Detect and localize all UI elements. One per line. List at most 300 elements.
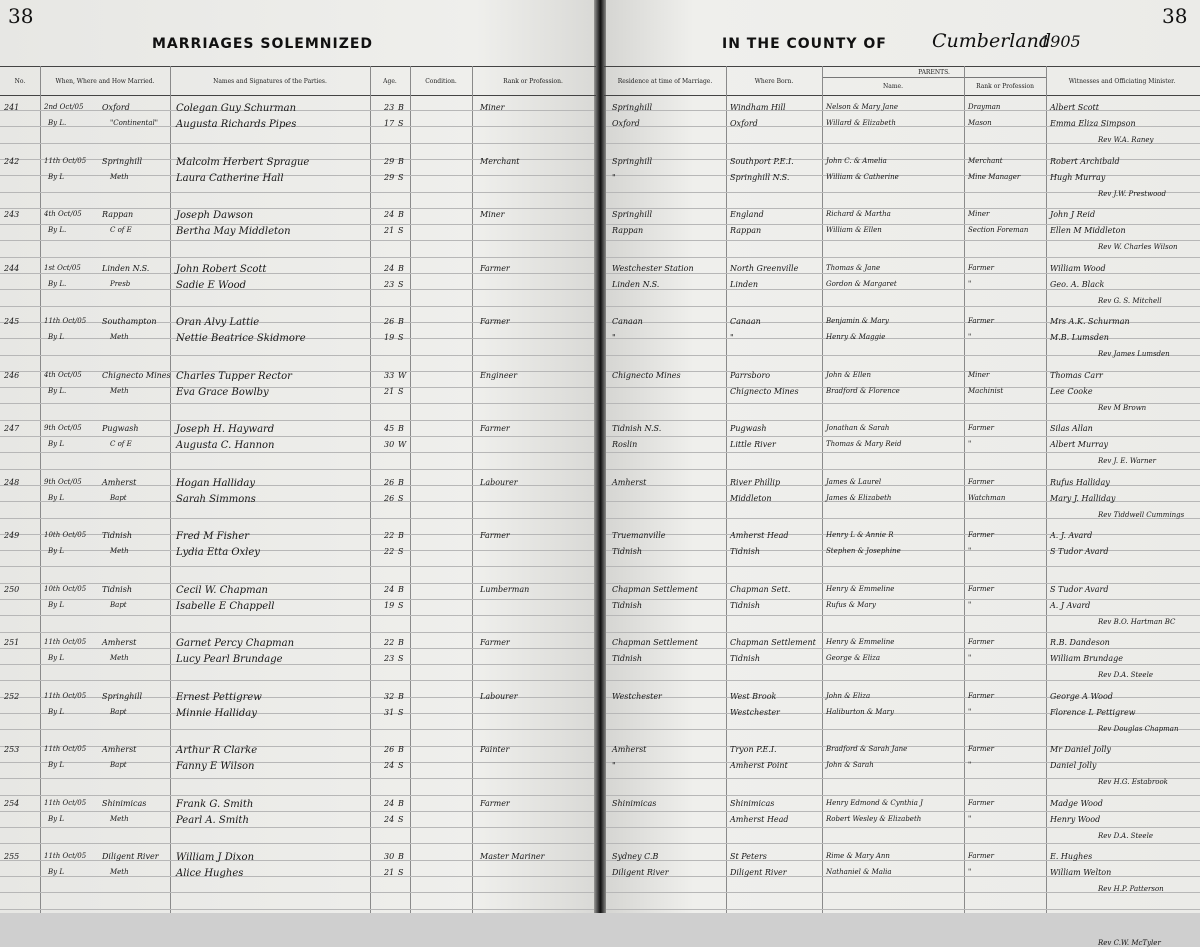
marriage-date: 4th Oct/05 <box>44 371 82 379</box>
groom-birthplace: Shinimicas <box>730 799 775 808</box>
bride-birthplace: Oxford <box>730 119 758 128</box>
groom-father-profession: Miner <box>968 371 990 379</box>
bride-condition: S <box>398 547 404 556</box>
witness-2: Hugh Murray <box>1050 173 1106 182</box>
bride-father-profession: Mason <box>968 119 992 127</box>
bride-condition: W <box>398 440 407 449</box>
groom-profession: Farmer <box>480 264 510 273</box>
groom-parents: John C. & Amelia <box>826 157 887 165</box>
bride-condition: S <box>398 173 404 182</box>
marriage-place: Rappan <box>102 210 134 219</box>
witness-2: Florence L Pettigrew <box>1050 708 1136 717</box>
groom-father-profession: Farmer <box>968 799 995 807</box>
groom-residence: Chapman Settlement <box>612 638 698 647</box>
groom-father-profession: Farmer <box>968 745 995 753</box>
bride-birthplace: Amherst Head <box>730 815 789 824</box>
bride-parents: Henry & Maggie <box>826 333 886 341</box>
groom-profession: Miner <box>480 103 505 112</box>
groom-name: Fred M Fisher <box>176 531 250 542</box>
groom-condition: B <box>398 799 404 808</box>
bride-parents: Nathaniel & Malia <box>826 868 892 876</box>
col-where-born: Where Born. <box>754 77 794 85</box>
groom-birthplace: St Peters <box>730 852 767 861</box>
bride-birthplace: Tidnish <box>730 654 760 663</box>
col-parents-name: Name. <box>883 83 903 90</box>
ruled-line <box>606 599 1200 600</box>
ruled-line <box>0 583 594 584</box>
entry-number: 250 <box>4 585 20 594</box>
marriage-place: Chignecto Mines <box>102 371 171 380</box>
ruled-line <box>0 827 594 828</box>
bride-residence: Roslin <box>612 440 638 449</box>
marriage-date: 1st Oct/05 <box>44 264 81 272</box>
denomination: C of E <box>110 440 132 448</box>
entry-number: 243 <box>4 210 20 219</box>
marriage-how: By L <box>48 333 64 341</box>
groom-age: 24 <box>384 264 395 273</box>
bride-parents: Gordon & Margaret <box>826 280 897 288</box>
column-rule <box>410 66 411 913</box>
bride-residence: Tidnish <box>612 654 642 663</box>
bride-father-profession: " <box>968 815 972 823</box>
bride-birthplace: " <box>730 333 734 342</box>
officiating-minister: Rev M Brown <box>1098 404 1147 412</box>
groom-residence: Springhill <box>612 210 653 219</box>
groom-residence: Westchester <box>612 692 662 701</box>
entry-number: 242 <box>4 157 20 166</box>
groom-name: Oran Alvy Lattie <box>176 317 260 328</box>
groom-name: Ernest Pettigrew <box>176 692 262 703</box>
witness-2: A. J Avard <box>1050 601 1091 610</box>
col-witnesses: Witnesses and Officiating Minister. <box>1068 77 1176 85</box>
marriage-how: By L <box>48 708 64 716</box>
ruled-line <box>606 420 1200 421</box>
ruled-line <box>606 566 1200 567</box>
column-rule <box>1046 66 1047 913</box>
groom-birthplace: West Brook <box>730 692 777 701</box>
groom-birthplace: Amherst Head <box>730 531 789 540</box>
entry-number: 251 <box>4 638 20 647</box>
bride-age: 19 <box>384 601 395 610</box>
bride-father-profession: " <box>968 761 972 769</box>
ruled-line <box>0 224 594 225</box>
ruled-line <box>606 664 1200 665</box>
ruled-line <box>606 452 1200 453</box>
marriage-date: 11th Oct/05 <box>44 157 87 165</box>
groom-age: 26 <box>384 478 395 487</box>
col-rank: Rank or Profession. <box>503 77 563 85</box>
groom-birthplace: Parrsboro <box>730 371 771 380</box>
witness-2: Lee Cooke <box>1050 387 1093 396</box>
groom-parents: Rime & Mary Ann <box>826 852 890 860</box>
groom-profession: Miner <box>480 210 505 219</box>
entry-number: 245 <box>4 317 20 326</box>
bride-condition: S <box>398 654 404 663</box>
witness-1: R.B. Dandeson <box>1050 638 1110 647</box>
marriage-date: 11th Oct/05 <box>44 852 87 860</box>
groom-profession: Master Mariner <box>480 852 545 861</box>
bride-residence: " <box>612 761 616 770</box>
entry-number: 249 <box>4 531 20 540</box>
denomination: Meth <box>110 547 129 555</box>
officiating-minister: Rev James Lumsden <box>1098 350 1170 358</box>
ruled-line <box>0 306 594 307</box>
entry-number: 255 <box>4 852 20 861</box>
bride-name: Fanny E Wilson <box>176 761 255 772</box>
groom-birthplace: Windham Hill <box>730 103 786 112</box>
witness-2: Ellen M Middleton <box>1050 226 1126 235</box>
groom-father-profession: Farmer <box>968 638 995 646</box>
marriage-how: By L <box>48 173 64 181</box>
witness-2: Albert Murray <box>1050 440 1109 449</box>
bride-residence: Linden N.S. <box>612 280 660 289</box>
bride-residence: Tidnish <box>612 547 642 556</box>
ruled-line <box>606 827 1200 828</box>
ruled-line <box>0 143 594 144</box>
groom-name: Cecil W. Chapman <box>176 585 268 596</box>
ruled-line <box>606 860 1200 861</box>
bride-condition: S <box>398 119 404 128</box>
bride-parents: William & Ellen <box>826 226 882 234</box>
ruled-line <box>0 762 594 763</box>
groom-condition: B <box>398 745 404 754</box>
groom-father-profession: Drayman <box>968 103 1001 111</box>
ruled-line <box>606 632 1200 633</box>
bride-birthplace: Tidnish <box>730 601 760 610</box>
officiating-minister: Rev C.W. McTyler <box>1098 939 1161 947</box>
column-rule <box>170 66 171 913</box>
groom-name: Garnet Percy Chapman <box>176 638 295 649</box>
ruled-line <box>606 811 1200 812</box>
groom-name: Frank G. Smith <box>176 799 254 810</box>
groom-name: Hogan Halliday <box>176 478 256 489</box>
col-age: Age. <box>383 77 397 85</box>
bride-name: Laura Catherine Hall <box>176 173 284 184</box>
ruled-line <box>606 795 1200 796</box>
groom-father-profession: Farmer <box>968 852 995 860</box>
bride-name: Sarah Simmons <box>176 494 256 505</box>
ruled-line <box>0 436 594 437</box>
bride-father-profession: " <box>968 333 972 341</box>
col-residence: Residence at time of Marriage. <box>617 77 713 85</box>
marriage-how: By L. <box>48 226 67 234</box>
bride-age: 30 <box>384 440 395 449</box>
bride-condition: S <box>398 226 404 235</box>
marriage-place: Oxford <box>102 103 130 112</box>
ruled-line <box>0 843 594 844</box>
groom-profession: Farmer <box>480 317 510 326</box>
groom-residence: Sydney C.B <box>612 852 659 861</box>
bride-age: 23 <box>384 280 395 289</box>
ruled-line <box>0 550 594 551</box>
officiating-minister: Rev J.W. Prestwood <box>1098 190 1167 198</box>
officiating-minister: Rev B.O. Hartman BC <box>1098 618 1176 626</box>
bride-father-profession: " <box>968 280 972 288</box>
marriage-place: Shinimicas <box>102 799 147 808</box>
bride-condition: S <box>398 868 404 877</box>
marriage-place: Tidnish <box>102 585 132 594</box>
col-names: Names and Signatures of the Parties. <box>213 77 327 85</box>
ruled-line <box>606 240 1200 241</box>
groom-residence: Westchester Station <box>612 264 694 273</box>
marriage-how: By L <box>48 761 64 769</box>
denomination: Presb <box>110 280 131 288</box>
bride-age: 24 <box>384 761 395 770</box>
column-header-right <box>604 66 1200 96</box>
ruled-line <box>0 811 594 812</box>
groom-age: 24 <box>384 585 395 594</box>
ruled-line <box>0 110 594 111</box>
bride-residence: " <box>612 333 616 342</box>
marriage-place: Diligent River <box>102 852 159 861</box>
bride-condition: S <box>398 387 404 396</box>
groom-father-profession: Farmer <box>968 585 995 593</box>
ruled-line <box>606 762 1200 763</box>
bride-parents: Willard & Elizabeth <box>826 119 896 127</box>
ruled-line <box>606 175 1200 176</box>
groom-residence: Truemanville <box>612 531 666 540</box>
groom-condition: B <box>398 264 404 273</box>
bride-father-profession: " <box>968 547 972 555</box>
ruled-line <box>606 436 1200 437</box>
bride-age: 22 <box>384 547 395 556</box>
denomination: Meth <box>110 654 129 662</box>
denomination: Bapt <box>110 494 127 502</box>
ruled-line <box>0 420 594 421</box>
county-name: Cumberland <box>932 30 1052 52</box>
groom-age: 29 <box>384 157 395 166</box>
ruled-line <box>606 387 1200 388</box>
bride-father-profession: " <box>968 868 972 876</box>
ruled-line <box>0 795 594 796</box>
entry-number: 246 <box>4 371 20 380</box>
officiating-minister: Rev D.A. Steele <box>1098 832 1153 840</box>
bride-birthplace: Tidnish <box>730 547 760 556</box>
witness-2: S Tudor Avard <box>1050 547 1109 556</box>
ruled-line <box>0 289 594 290</box>
groom-name: Charles Tupper Rector <box>176 371 292 382</box>
ruled-line <box>606 371 1200 372</box>
marriage-date: 2nd Oct/05 <box>44 103 84 111</box>
groom-parents: Henry & Emmeline <box>826 638 895 646</box>
marriage-how: By L <box>48 547 64 555</box>
bride-father-profession: " <box>968 601 972 609</box>
title-county-of: IN THE COUNTY OF <box>722 36 887 52</box>
ruled-line <box>0 909 594 910</box>
marriage-place: Amherst <box>102 638 137 647</box>
witness-2: Henry Wood <box>1050 815 1101 824</box>
groom-condition: B <box>398 585 404 594</box>
bride-father-profession: Machinist <box>968 387 1004 395</box>
ruled-line <box>606 485 1200 486</box>
witness-1: E. Hughes <box>1050 852 1093 861</box>
groom-name: Arthur R Clarke <box>176 745 258 756</box>
groom-parents: Jonathan & Sarah <box>826 424 890 432</box>
ruled-line <box>0 273 594 274</box>
witness-1: William Wood <box>1050 264 1106 273</box>
ruled-line <box>0 566 594 567</box>
bride-age: 24 <box>384 815 395 824</box>
bride-name: Bertha May Middleton <box>176 226 291 237</box>
groom-residence: Amherst <box>612 478 647 487</box>
officiating-minister: Rev W. Charles Wilson <box>1098 243 1178 251</box>
groom-age: 30 <box>384 852 395 861</box>
bride-father-profession: Section Foreman <box>968 226 1029 234</box>
groom-residence: Canaan <box>612 317 643 326</box>
officiating-minister: Rev H.G. Estabrook <box>1098 778 1168 786</box>
bride-residence: Diligent River <box>612 868 669 877</box>
ruled-line <box>0 175 594 176</box>
groom-condition: B <box>398 317 404 326</box>
denomination: "Continental" <box>110 119 158 127</box>
column-rule <box>40 66 41 913</box>
ruled-line <box>0 257 594 258</box>
bride-name: Augusta Richards Pipes <box>176 119 297 130</box>
groom-residence: Amherst <box>612 745 647 754</box>
ruled-line <box>0 680 594 681</box>
marriage-place: Tidnish <box>102 531 132 540</box>
groom-profession: Merchant <box>480 157 520 166</box>
groom-parents: John & Ellen <box>826 371 871 379</box>
groom-father-profession: Farmer <box>968 264 995 272</box>
bride-parents: Stephen & Josephine <box>826 547 901 555</box>
bride-birthplace: Little River <box>730 440 776 449</box>
groom-profession: Engineer <box>480 371 518 380</box>
ruled-line <box>0 615 594 616</box>
witness-1: Thomas Carr <box>1050 371 1103 380</box>
groom-birthplace: Chapman Settlement <box>730 638 816 647</box>
ruled-line <box>0 892 594 893</box>
groom-profession: Farmer <box>480 531 510 540</box>
ruled-line <box>0 713 594 714</box>
groom-father-profession: Farmer <box>968 317 995 325</box>
ruled-line <box>0 632 594 633</box>
groom-condition: B <box>398 531 404 540</box>
bride-birthplace: Amherst Point <box>730 761 788 770</box>
bride-father-profession: " <box>968 440 972 448</box>
groom-name: Malcolm Herbert Sprague <box>176 157 310 168</box>
groom-name: William J Dixon <box>176 852 255 863</box>
bride-father-profession: Mine Manager <box>968 173 1021 181</box>
groom-profession: Farmer <box>480 799 510 808</box>
bride-condition: S <box>398 761 404 770</box>
groom-condition: B <box>398 852 404 861</box>
ruled-line <box>606 615 1200 616</box>
officiating-minister: Rev D.A. Steele <box>1098 671 1153 679</box>
ruled-line <box>0 518 594 519</box>
witness-1: George A Wood <box>1050 692 1113 701</box>
ruled-line <box>606 680 1200 681</box>
groom-parents: Henry Edmond & Cynthia J <box>826 799 923 807</box>
groom-condition: B <box>398 157 404 166</box>
witness-1: Albert Scott <box>1050 103 1099 112</box>
ruled-line <box>0 876 594 877</box>
witness-1: John J Reid <box>1050 210 1096 219</box>
groom-profession: Farmer <box>480 638 510 647</box>
marriage-date: 11th Oct/05 <box>44 692 87 700</box>
ruled-line <box>0 778 594 779</box>
bride-parents: Thomas & Mary Reid <box>826 440 902 448</box>
witness-1: Madge Wood <box>1050 799 1103 808</box>
witness-1: Mr Daniel Jolly <box>1050 745 1111 754</box>
bride-parents: William & Catherine <box>826 173 899 181</box>
groom-birthplace: Canaan <box>730 317 761 326</box>
ruled-line <box>606 110 1200 111</box>
groom-condition: B <box>398 478 404 487</box>
officiating-minister: Rev Douglas Chapman <box>1098 725 1179 733</box>
denomination: Meth <box>110 387 129 395</box>
marriage-how: By L <box>48 815 64 823</box>
groom-parents: Nelson & Mary Jane <box>826 103 898 111</box>
ruled-line <box>606 550 1200 551</box>
page-number-left: 38 <box>8 4 34 28</box>
witness-2: William Welton <box>1050 868 1112 877</box>
ruled-line <box>606 843 1200 844</box>
denomination: Meth <box>110 173 129 181</box>
witness-2: Mary J. Halliday <box>1050 494 1116 503</box>
marriage-date: 9th Oct/05 <box>44 424 82 432</box>
groom-age: 45 <box>384 424 395 433</box>
groom-age: 24 <box>384 799 395 808</box>
bride-father-profession: " <box>968 708 972 716</box>
groom-birthplace: England <box>730 210 764 219</box>
marriage-place: Amherst <box>102 478 137 487</box>
bride-birthplace: Westchester <box>730 708 780 717</box>
denomination: Meth <box>110 815 129 823</box>
bride-residence: " <box>612 173 616 182</box>
ruled-line <box>0 664 594 665</box>
bride-name: Isabelle E Chappell <box>176 601 275 612</box>
bride-birthplace: Diligent River <box>730 868 787 877</box>
marriage-date: 11th Oct/05 <box>44 745 87 753</box>
bride-age: 21 <box>384 226 395 235</box>
bride-age: 31 <box>384 708 395 717</box>
groom-residence: Springhill <box>612 103 653 112</box>
ruled-line <box>0 387 594 388</box>
bride-age: 21 <box>384 387 395 396</box>
marriage-date: 11th Oct/05 <box>44 638 87 646</box>
marriage-date: 11th Oct/05 <box>44 799 87 807</box>
marriage-date: 10th Oct/05 <box>44 531 87 539</box>
groom-father-profession: Miner <box>968 210 990 218</box>
marriage-place: Springhill <box>102 692 143 701</box>
column-rule <box>472 66 473 913</box>
groom-age: 23 <box>384 103 395 112</box>
denomination: Meth <box>110 333 129 341</box>
groom-condition: B <box>398 692 404 701</box>
groom-age: 26 <box>384 745 395 754</box>
bride-condition: S <box>398 708 404 717</box>
denomination: Bapt <box>110 761 127 769</box>
ruled-line <box>606 909 1200 910</box>
groom-age: 24 <box>384 210 395 219</box>
groom-residence: Chapman Settlement <box>612 585 698 594</box>
groom-father-profession: Farmer <box>968 692 995 700</box>
bride-age: 21 <box>384 868 395 877</box>
bride-birthplace: Linden <box>730 280 759 289</box>
entry-number: 241 <box>4 103 20 112</box>
marriage-place: Southampton <box>102 317 157 326</box>
officiating-minister: Rev H.P. Patterson <box>1098 885 1164 893</box>
bride-age: 17 <box>384 119 395 128</box>
groom-age: 26 <box>384 317 395 326</box>
witness-2: Emma Eliza Simpson <box>1050 119 1136 128</box>
bride-age: 29 <box>384 173 395 182</box>
bride-name: Eva Grace Bowlby <box>176 387 269 398</box>
groom-parents: Thomas & Jane <box>826 264 881 272</box>
title-marriages-solemnized: MARRIAGES SOLEMNIZED <box>152 36 374 52</box>
ruled-line <box>0 452 594 453</box>
